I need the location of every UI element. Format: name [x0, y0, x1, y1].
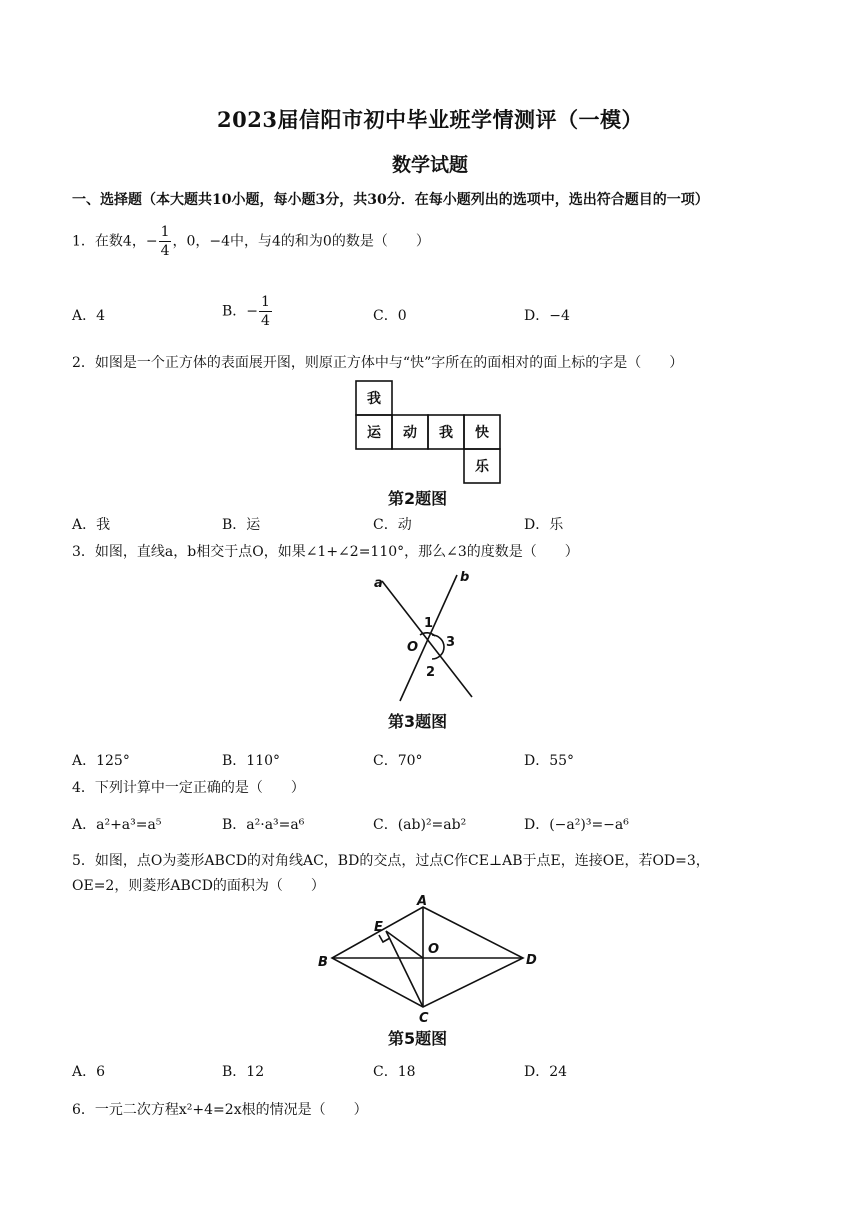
q4-option-a: A．a²+a³=a⁵: [72, 817, 162, 833]
question-6: 6．一元二次方程x²+4=2x根的情况是（ ）: [72, 1102, 368, 1118]
label-o: O: [428, 942, 440, 957]
rhombus-abcd: [332, 907, 523, 1007]
q3-option-c: C．70°: [373, 753, 423, 769]
question-5-line-1: 5．如图，点O为菱形ABCD的对角线AC，BD的交点，过点C作CE⊥AB于点E，连接OE，若OD=3，: [72, 853, 710, 869]
label-o: O: [407, 640, 419, 655]
net-label-1: 我: [367, 391, 381, 407]
segment-oe: [386, 931, 423, 958]
label-c: C: [419, 1011, 429, 1025]
rhombus-figure: [310, 895, 550, 1025]
label-a: A: [417, 895, 428, 909]
q2-option-b: B．运: [222, 517, 261, 533]
label-angle-3: 3: [446, 635, 456, 650]
figure-2-caption: 第2题图: [388, 489, 448, 508]
intersecting-lines-figure: [360, 565, 490, 710]
q2-option-a: A．我: [72, 517, 111, 533]
page-title: 2023届信阳市初中毕业班学情测评（一模）: [217, 107, 643, 132]
figure-3-caption: 第3题图: [388, 712, 448, 731]
q3-option-a: A．125°: [72, 753, 130, 769]
fraction-numerator: 1: [261, 294, 270, 310]
question-2: 2．如图是一个正方体的表面展开图，则原正方体中与“快”字所在的面相对的面上标的字是（ ）: [72, 355, 684, 371]
question-1-pre: 1．在数4，: [72, 233, 146, 250]
net-label-2: 运: [367, 425, 381, 441]
fraction-denominator: 4: [160, 243, 170, 259]
q1-option-b-fraction: [259, 295, 272, 328]
q5-option-c: C．18: [373, 1064, 416, 1080]
q5-option-a: A．6: [72, 1064, 106, 1080]
q3-option-d: D．55°: [524, 753, 575, 769]
q1-option-d: D．−4: [524, 308, 570, 324]
q2-option-d: D．乐: [524, 517, 564, 533]
q5-option-d: D．24: [524, 1064, 568, 1080]
net-label-6: 乐: [475, 459, 489, 475]
section-heading: 一、选择题（本大题共10小题，每小题3分，共30分．在每小题列出的选项中，选出符合题目的一项）: [72, 192, 709, 208]
question-4: 4．下列计算中一定正确的是（ ）: [72, 780, 305, 796]
label-d: D: [526, 953, 537, 968]
label-a: a: [374, 576, 383, 591]
q1-option-a: A．4: [72, 308, 106, 324]
label-angle-2: 2: [426, 665, 436, 680]
q5-option-b: B．12: [222, 1064, 265, 1080]
question-3: 3．如图，直线a，b相交于点O，如果∠1+∠2=110°，那么∠3的度数是（ ）: [72, 544, 579, 560]
q1-option-b-label: B．: [222, 303, 247, 320]
q1-option-b-sign: −: [246, 303, 259, 320]
q2-option-c: C．动: [373, 517, 412, 533]
segment-ce: [386, 931, 423, 1007]
label-b: B: [318, 955, 328, 970]
net-label-5: 快: [475, 425, 489, 441]
q4-option-d: D．(−a²)³=−a⁶: [524, 817, 629, 833]
label-angle-1: 1: [424, 616, 434, 631]
q4-option-b: B．a²·a³=a⁶: [222, 817, 305, 833]
question-1-frac-sign: −: [145, 233, 158, 250]
q4-option-c: C．(ab)²=ab²: [373, 817, 467, 833]
figure-5-caption: 第5题图: [388, 1029, 448, 1048]
question-5-line-2: OE=2，则菱形ABCD的面积为（ ）: [72, 878, 325, 894]
question-1-fraction: [159, 225, 172, 258]
question-1-post: ，0，−4中，与4的和为0的数是（ ）: [172, 233, 430, 250]
q1-option-c: C．0: [373, 308, 407, 324]
fraction-denominator: 4: [261, 313, 270, 329]
net-label-4: 我: [439, 425, 453, 441]
fraction-numerator: 1: [160, 224, 170, 240]
page-subtitle: 数学试题: [391, 154, 468, 176]
q1-option-b: [222, 295, 273, 328]
question-1: [72, 225, 430, 258]
net-label-3: 动: [403, 425, 417, 441]
label-e: E: [374, 920, 383, 935]
q3-option-b: B．110°: [222, 753, 281, 769]
label-b: b: [460, 570, 470, 585]
